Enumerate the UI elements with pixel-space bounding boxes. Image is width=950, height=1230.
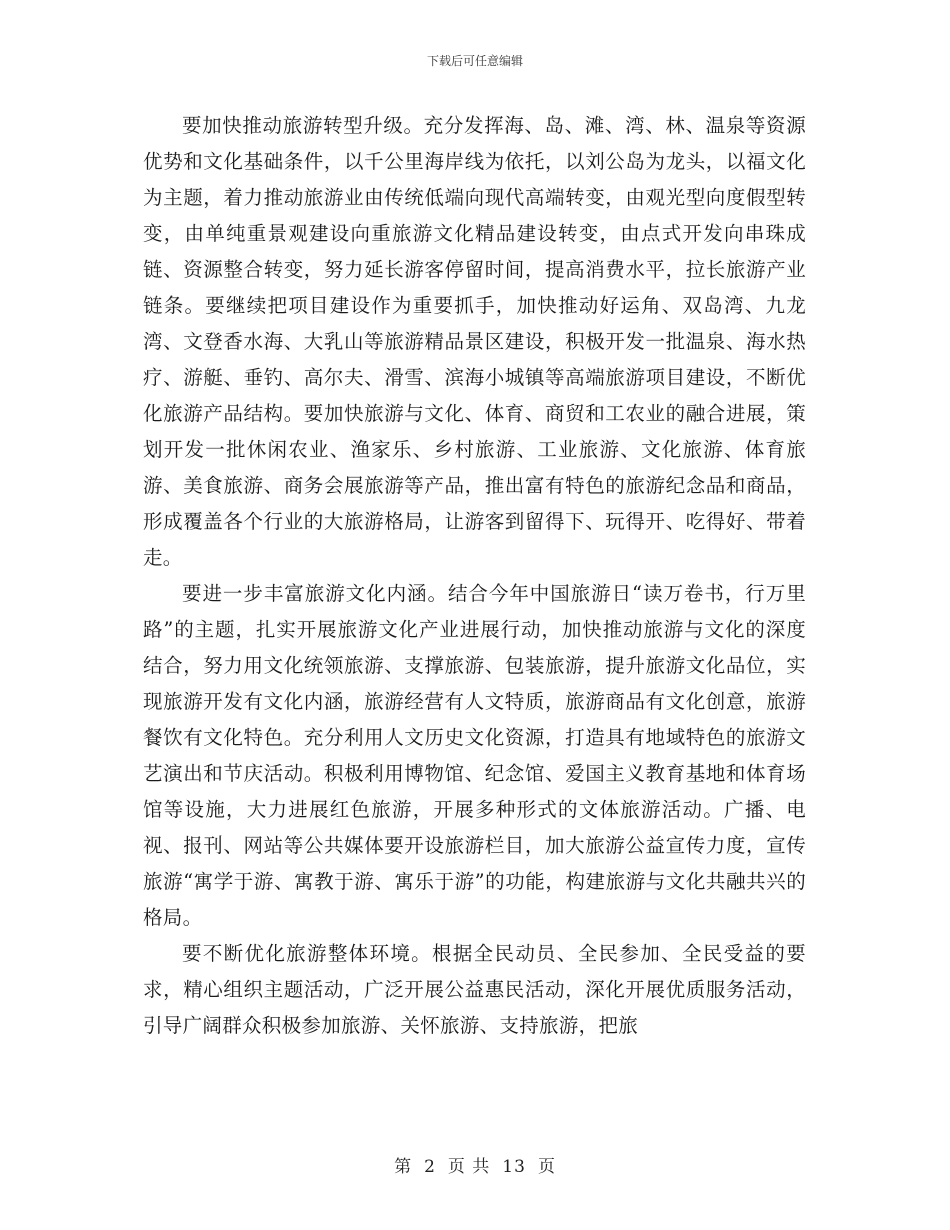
paragraph-tourism-upgrade: 要加快推动旅游转型升级。充分发挥海、岛、滩、湾、林、温泉等资源优势和文化基础条件，以千公里海岸线为依托，以刘公岛为龙头，以福文化为主题，着力推动旅游业由传统低端向现代高端转变，由观光型向度假型转变，由单纯重景观建设向重旅游文化精品建设转变，由点式开发向串珠成链、资源整合转变，努力延长游客停留时间，提高消费水平，拉长旅游产业链条。要继续把项目建设作为重要抓手，加快推动好运角、双岛湾、九龙湾、文登香水海、大乳山等旅游精品景区建设，积极开发一批温泉、海水热疗、游艇、垂钓、高尔夫、滑雪、滨海小城镇等高端旅游项目建设，不断优化旅游产品结构。要加快旅游与文化、体育、商贸和工农业的融合进展，策划开发一批休闲农业、渔家乐、乡村旅游、工业旅游、文化旅游、体育旅游、美食旅游、商务会展旅游等产品，推出富有特色的旅游纪念品和商品，形成覆盖各个行业的大旅游格局，让游客到留得下、玩得开、吃得好、带着走。: [143, 114, 806, 569]
paragraph-tourism-culture: 要进一步丰富旅游文化内涵。结合今年中国旅游日“读万卷书，行万里路”的主题，扎实开展旅游文化产业进展行动，加快推动旅游与文化的深度结合，努力用文化统领旅游、支撑旅游、包装旅游，提升旅游文化品位，实现旅游开发有文化内涵，旅游经营有人文特质，旅游商品有文化创意，旅游餐饮有文化特色。充分利用人文历史文化资源，打造具有地域特色的旅游文艺演出和节庆活动。积极利用博物馆、纪念馆、爱国主义教育基地和体育场馆等设施，大力进展红色旅游，开展多种形式的文体旅游活动。广播、电视、报刊、网站等公共媒体要开设旅游栏目，加大旅游公益宣传力度，宣传旅游“寓学于游、寓教于游、寓乐于游”的功能，构建旅游与文化共融共兴的格局。: [143, 582, 806, 929]
page-header: 下载后可任意编辑: [426, 54, 523, 68]
paragraph-tourism-environment: 要不断优化旅游整体环境。根据全民动员、全民参加、全民受益的要求，精心组织主题活动，广泛开展公益惠民活动，深化开展优质服务活动，引导广阔群众积极参加旅游、关怀旅游、支持旅游，把旅: [143, 942, 806, 1037]
footer-suffix: 页: [537, 1157, 556, 1177]
footer-total-pages: 13: [502, 1157, 526, 1177]
document-body: [143, 108, 806, 1044]
footer-prefix: 第: [394, 1157, 413, 1177]
footer-page-number: 2: [424, 1157, 436, 1177]
footer-middle: 页 共: [447, 1157, 491, 1177]
page-footer: [0, 1152, 950, 1177]
